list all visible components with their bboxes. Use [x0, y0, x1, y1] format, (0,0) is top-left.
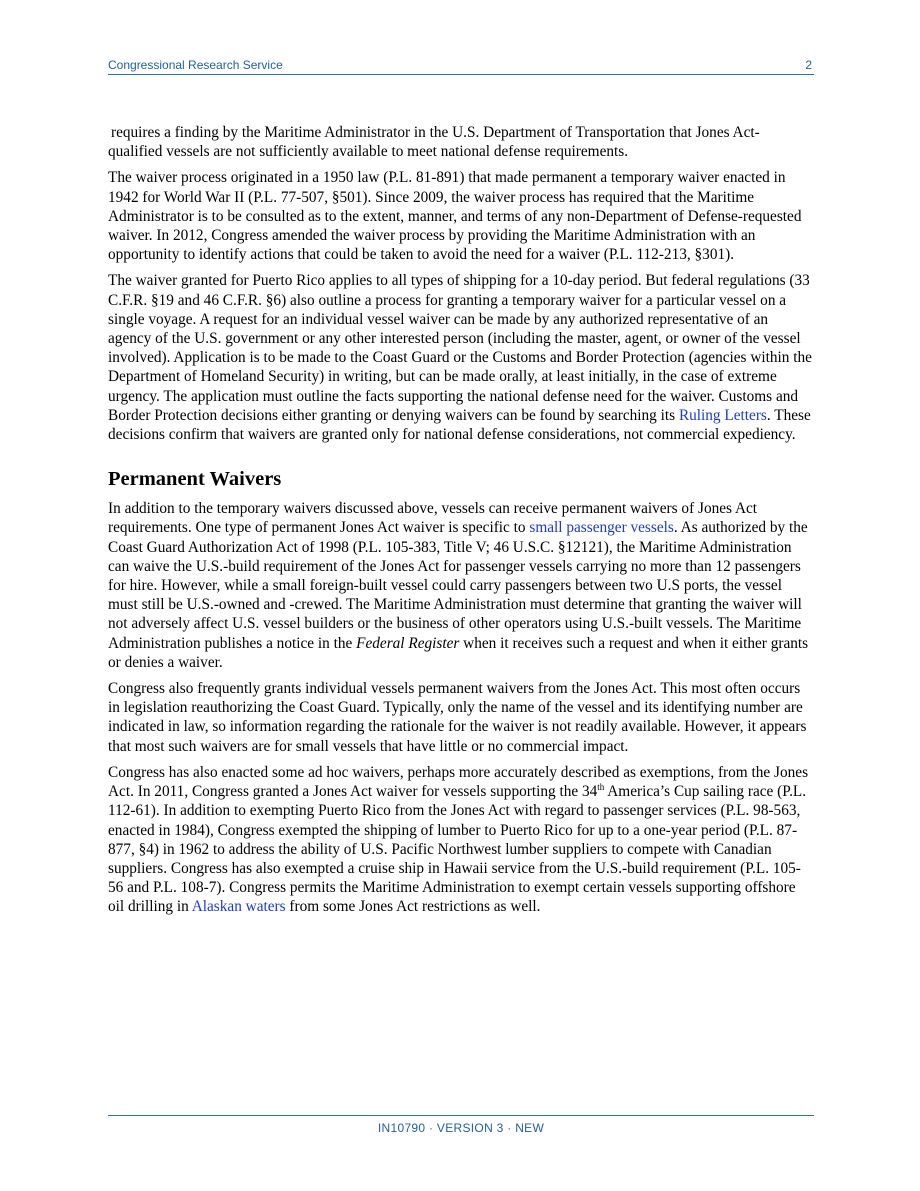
small-passenger-vessels-link[interactable]: small passenger vessels [529, 519, 674, 537]
paragraph-text: . As authorized by the Coast Guard Authorization Act of 1998 (P.L. 105-383, Title V; 46 U.S.C. §12121), the Maritime Administration can waive the U.S.-build requirement of the Jones Act for passenger vessels carrying no more than 12 passengers for hire. However, while a small foreign-built vessel could carry passengers between two U.S ports, the vessel must still be U.S.-owned and -crewed. The Maritime Administration must determine that granting the waiver will not adversely affect U.S. vessel builders or the business of other operators using U.S.-built vessels. The Maritime Administration publishes a notice in the [108, 519, 808, 652]
document-body [108, 123, 814, 924]
paragraph-continuation: requires a finding by the Maritime Administrator in the U.S. Department of Transportation that Jones Act-qualified vessels are not sufficiently available to meet national defense requirements. [108, 124, 760, 161]
paragraph-waiver-origin: The waiver process originated in a 1950 law (P.L. 81-891) that made permanent a temporary waiver enacted in 1942 for World War II (P.L. 77-507, §501). Since 2009, the waiver process has required that the Maritime Administrator is to be consulted as to the extent, manner, and terms of any non-Department of Defense-requested waiver. In 2012, Congress amended the waiver process by providing the Maritime Administration with an opportunity to identify actions that could be taken to avoid the need for a waiver (P.L. 112-213, §301). [108, 169, 802, 264]
federal-register-title: Federal Register [356, 634, 460, 652]
paragraph-text: America’s Cup sailing race (P.L. 112-61). In addition to exempting Puerto Rico from the Jones Act with regard to passenger services (P.L. 98-563, enacted in 1984), Congress exempted the shipping of lumber to Puerto Rico for up to a one-year period (P.L. 87-877, §4) in 1962 to address the ability of U.S. Pacific Northwest lumber suppliers to compete with Canadian suppliers. Congress has also exempted a cruise ship in Hawaii service from the U.S.-build requirement (P.L. 105-56 and P.L. 108-7). Congress permits the Maritime Administration to exempt certain vessels supporting offshore oil drilling in [108, 783, 807, 916]
header-title: Congressional Research Service [108, 58, 283, 72]
ruling-letters-link[interactable]: Ruling Letters [678, 406, 767, 424]
paragraph-individual-waivers: Congress also frequently grants individual vessels permanent waivers from the Jones Act. This most often occurs in legislation reauthorizing the Coast Guard. Typically, only the name of the vessel and its identifying number are indicated in law, so information regarding the rationale for the waiver is not readily available. However, it appears that most such waivers are for small vessels that have little or no commercial impact. [108, 680, 807, 755]
paragraph-text: from some Jones Act restrictions as well. [285, 898, 541, 916]
alaskan-waters-link[interactable]: Alaskan waters [191, 898, 286, 916]
paragraph-text: . These decisions confirm that waivers are granted only for national defense considerations, not commercial expediency. [108, 406, 811, 444]
paragraph-text: The waiver granted for Puerto Rico applies to all types of shipping for a 10-day period. But federal regulations (33 C.F.R. §19 and 46 C.F.R. §6) also outline a process for granting a temporary waiver for a particular vessel on a single voyage. A request for an individual vessel waiver can be made by any authorized representative of an agency of the U.S. government or any other interested person (including the master, agent, or owner of the vessel involved). Application is to be made to the Coast Guard or the Customs and Border Protection (agencies within the Department of Homeland Security) in writing, but can be made orally, at least initially, in the case of extreme urgency. The application must outline the facts supporting the national defense need for the waiver. Customs and Border Protection decisions either granting or denying waivers can be found by searching its [108, 272, 812, 424]
page-header [108, 56, 814, 75]
paragraph-text: In addition to the temporary waivers discussed above, vessels can receive permanent waivers of Jones Act requirements. One type of permanent Jones Act waiver is specific to [108, 500, 758, 537]
paragraph-permanent-waivers [108, 499, 814, 672]
page-number: 2 [805, 58, 812, 72]
footer-divider [108, 1115, 814, 1116]
section-heading: Permanent Waivers [108, 468, 282, 491]
paragraph-text: Congress has also enacted some ad hoc waivers, perhaps more accurately described as exemptions, from the Jones Act. In 2011, Congress granted a Jones Act waiver for vessels supporting the 34 [108, 763, 809, 801]
page-footer: IN10790 · VERSION 3 · NEW [377, 1121, 545, 1135]
paragraph-ad-hoc-waivers [108, 763, 814, 917]
ordinal-superscript: th [597, 782, 605, 793]
paragraph-puerto-rico-waiver [108, 271, 814, 444]
paragraph-text: when it receives such a request and when it either grants or denies a waiver. [108, 634, 809, 671]
